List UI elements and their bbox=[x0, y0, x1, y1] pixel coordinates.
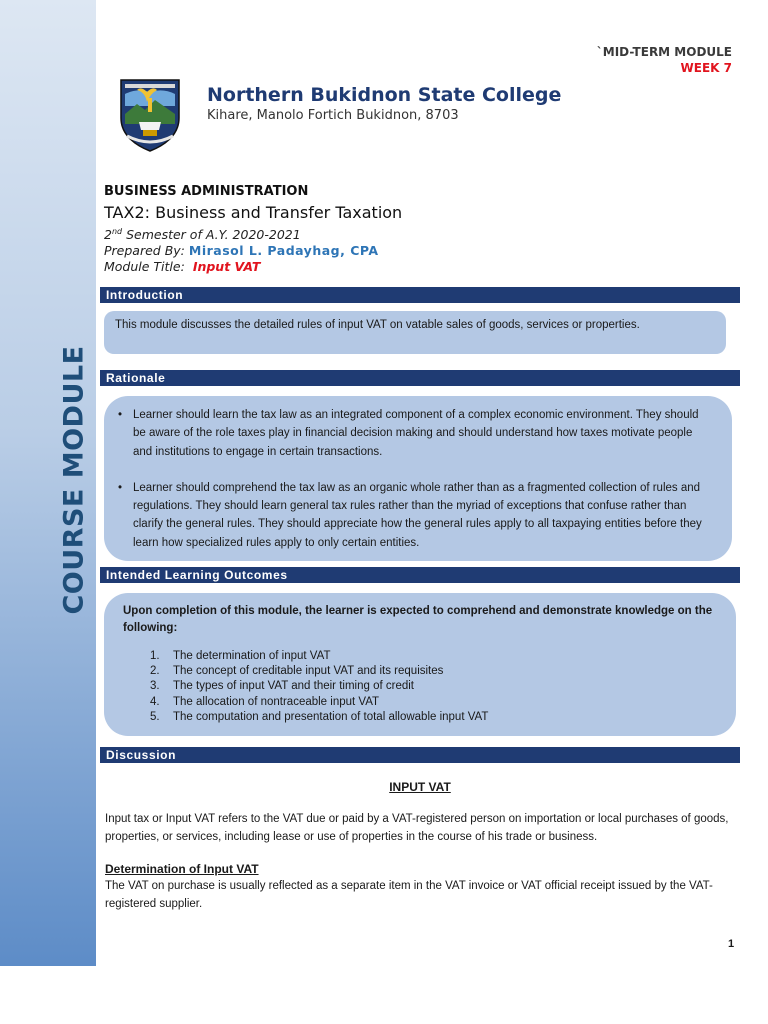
section-header-rationale: Rationale bbox=[100, 370, 740, 386]
sidebar-label: COURSE MODULE bbox=[58, 345, 90, 615]
ilo-item-number: 1. bbox=[150, 650, 160, 662]
sidebar bbox=[0, 0, 96, 966]
ilo-item-number: 2. bbox=[150, 665, 160, 678]
ilo-item bbox=[150, 649, 718, 664]
module-type: `MID-TERM MODULE bbox=[596, 45, 732, 59]
college-name: Northern Bukidnon State College bbox=[207, 84, 562, 106]
ilo-item-number: 3. bbox=[150, 680, 160, 693]
module-title-line bbox=[104, 259, 402, 275]
ilo-intro: Upon completion of this module, the learner is expected to comprehend and demonstrate knowledge on the following: bbox=[123, 605, 713, 634]
page-number: 1 bbox=[728, 938, 735, 950]
ilo-item-text: The determination of input VAT bbox=[173, 650, 331, 662]
rationale-list bbox=[118, 406, 714, 552]
semester-suffix: nd bbox=[111, 227, 123, 236]
ilo-box bbox=[104, 593, 736, 736]
ilo-item-text: The allocation of nontraceable input VAT bbox=[173, 695, 380, 708]
preparer-name: Mirasol L. Padayhag, CPA bbox=[188, 243, 379, 259]
semester-text: Semester of A.Y. 2020-2021 bbox=[122, 227, 301, 243]
module-title-label: Module Title: bbox=[104, 259, 185, 275]
ilo-item-text: The concept of creditable input VAT and its requisites bbox=[173, 665, 444, 678]
ilo-item bbox=[150, 695, 718, 710]
rationale-item: • Learner should learn the tax law as an integrated component of a complex economic environment. They should be aware of the role taxes play in financial decision making and should understand how taxes motivate people and institutions to engage in certain transactions. bbox=[118, 406, 714, 461]
department: BUSINESS ADMINISTRATION bbox=[104, 184, 309, 199]
ilo-item bbox=[150, 664, 718, 679]
college-address: Kihare, Manolo Fortich Bukidnon, 8703 bbox=[207, 108, 459, 123]
discussion-title: INPUT VAT bbox=[389, 780, 451, 794]
ilo-item-text: The computation and presentation of total allowable input VAT bbox=[173, 710, 489, 723]
ilo-list bbox=[150, 649, 718, 725]
discussion-paragraph: The VAT on purchase is usually reflected as a separate item in the VAT invoice or VAT official receipt issued by the VAT-registered supplier. bbox=[105, 880, 713, 910]
section-header-discussion: Discussion bbox=[100, 747, 740, 763]
rationale-item: • Learner should comprehend the tax law as an organic whole rather than as a fragmented collection of rules and regulations. They should learn general tax rules rather than the myriad of exceptions that confuse rather than clarify the general rules. They should appreciate how the general rules apply to all taxpaying entities before they learn how specialized rules apply to only certain entities. bbox=[118, 479, 714, 552]
module-title: Input VAT bbox=[192, 259, 261, 275]
rationale-box bbox=[104, 396, 732, 561]
introduction-box bbox=[104, 311, 726, 354]
module-header bbox=[597, 44, 732, 76]
discussion-paragraph: Input tax or Input VAT refers to the VAT due or paid by a VAT-registered person on importation or local purchases of goods, properties, or services, including lease or use of properties in the course of his trade or business. bbox=[105, 813, 729, 843]
prepared-by-line bbox=[104, 243, 402, 259]
course-info bbox=[104, 184, 402, 275]
semester-number: 2 bbox=[104, 227, 112, 243]
ilo-item bbox=[150, 679, 718, 694]
week-label: WEEK 7 bbox=[680, 61, 732, 75]
ilo-item bbox=[150, 710, 718, 725]
introduction-text: This module discusses the detailed rules of input VAT on vatable sales of goods, services or properties. bbox=[115, 319, 640, 331]
semester-line bbox=[104, 224, 402, 243]
course-title: TAX2: Business and Transfer Taxation bbox=[104, 203, 403, 222]
ilo-item-text: The types of input VAT and their timing of credit bbox=[173, 680, 414, 693]
section-header-introduction: Introduction bbox=[100, 287, 740, 303]
discussion-subheading: Determination of Input VAT bbox=[105, 862, 259, 876]
college-seal-logo bbox=[117, 76, 183, 152]
section-header-ilo: Intended Learning Outcomes bbox=[100, 567, 740, 583]
prepared-by-label: Prepared By: bbox=[104, 243, 185, 259]
ilo-item-number: 4. bbox=[150, 695, 160, 708]
ilo-item-number: 5. bbox=[150, 710, 160, 723]
